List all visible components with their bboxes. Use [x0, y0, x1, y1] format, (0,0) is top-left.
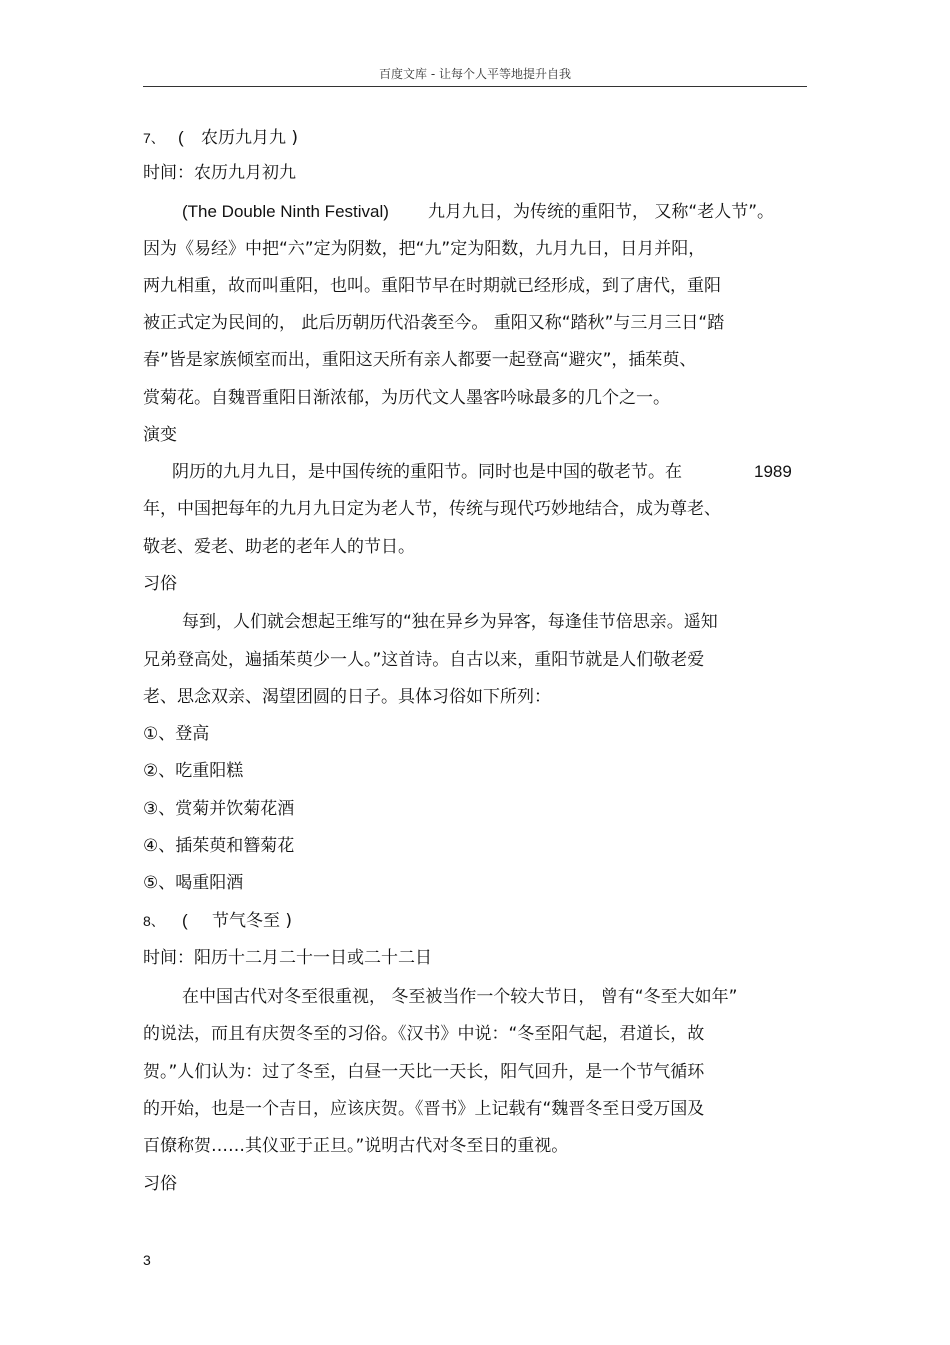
section-7-para-line: 两九相重，故而叫重阳，也叫。重阳节早在时期就已经形成，到了唐代，重阳	[143, 276, 721, 296]
customs-heading: 习俗	[143, 574, 177, 594]
section-8-para-line: 的开始，也是一个吉日，应该庆贺。《晋书》上记载有“魏晋冬至日受万国及	[143, 1099, 705, 1119]
evolution-line: 年，中国把每年的九月九日定为老人节，传统与现代巧妙地结合，成为尊老、	[143, 499, 721, 519]
section-7-para-line: 赏菊花。自魏晋重阳日渐浓郁，为历代文人墨客吟咏最多的几个之一。	[143, 388, 670, 408]
section-8-para-line: 在中国古代对冬至很重视， 冬至被当作一个较大节日， 曾有“冬至大如年”	[182, 987, 738, 1007]
page-header: 百度文库 - 让每个人平等地提升自我	[143, 62, 807, 87]
custom-list-item: ①、登高	[143, 724, 210, 744]
evolution-line: 阴历的九月九日，是中国传统的重阳节。同时也是中国的敬老节。在	[172, 462, 682, 482]
section-8-open-paren: (	[182, 911, 188, 930]
section-7-number: 7、	[143, 130, 165, 146]
custom-list-item: ③、赏菊并饮菊花酒	[143, 799, 295, 819]
section-8-number: 8、	[143, 913, 165, 929]
section-8-title: 节气冬至 )	[212, 911, 293, 931]
section-7-para-line: 因为《易经》中把“六”定为阴数，把“九”定为阳数，九月九日，日月并阳，	[143, 239, 706, 259]
customs-para-line: 每到，人们就会想起王维写的“独在异乡为异客，每逢佳节倍思亲。遥知	[182, 612, 718, 632]
evolution-year: 1989	[754, 462, 792, 481]
section-7-time: 时间：农历九月初九	[143, 163, 296, 183]
section-8-para-line: 贺。”人们认为：过了冬至，白昼一天比一天长，阳气回升，是一个节气循环	[143, 1062, 705, 1082]
section-7-title: 农历九月九 )	[201, 128, 299, 148]
custom-list-item: ②、吃重阳糕	[143, 761, 244, 781]
custom-list-item: ⑤、喝重阳酒	[143, 873, 244, 893]
section-7-open-paren: (	[178, 128, 184, 147]
section-7-intro-cn: 九月九日，为传统的重阳节， 又称“老人节”。	[428, 202, 775, 222]
section-7-para-line: 春”皆是家族倾室而出，重阳这天所有亲人都要一起登高“避灾”，插茱萸、	[143, 350, 697, 370]
evolution-heading: 演变	[143, 425, 177, 445]
evolution-line: 敬老、爱老、助老的老年人的节日。	[143, 537, 415, 557]
section-8-time: 时间：阳历十二月二十一日或二十二日	[143, 948, 432, 968]
section-8-para-line: 的说法，而且有庆贺冬至的习俗。《汉书》中说：“冬至阳气起，君道长，故	[143, 1024, 705, 1044]
customs-para-line: 兄弟登高处，遍插茱萸少一人。”这首诗。自古以来，重阳节就是人们敬老爱	[143, 650, 705, 670]
section-8-para-line: 百僚称贺……其仪亚于正旦。”说明古代对冬至日的重视。	[143, 1136, 569, 1156]
section-7-para-line: 被正式定为民间的， 此后历朝历代沿袭至今。 重阳又称“踏秋”与三月三日“踏	[143, 313, 725, 333]
page-number: 3	[143, 1252, 151, 1268]
custom-list-item: ④、插茱萸和簪菊花	[143, 836, 295, 856]
section-7-intro-en: (The Double Ninth Festival)	[182, 202, 389, 221]
customs-para-line: 老、思念双亲、渴望团圆的日子。具体习俗如下所列：	[143, 687, 551, 707]
section-8-customs-heading: 习俗	[143, 1174, 177, 1194]
